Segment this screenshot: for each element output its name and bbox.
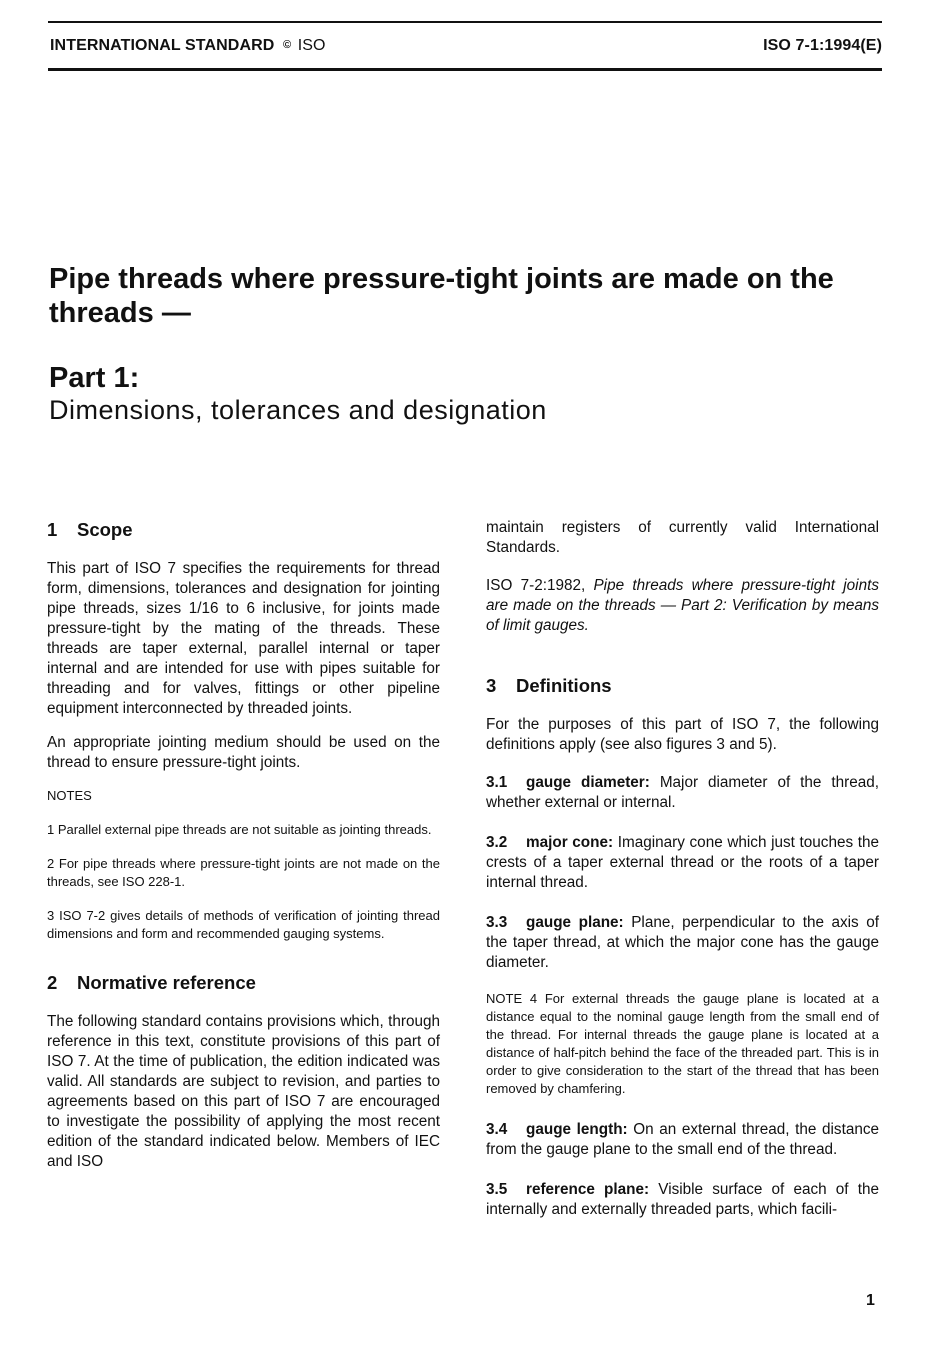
reference-code: ISO 7-2:1982,: [486, 577, 586, 594]
section-1-heading: 1 Scope: [47, 519, 133, 540]
reference-title: Pipe threads where pressure-tight joints are made on the threads — Part 2: Verification by means of limit gauges.: [486, 577, 879, 634]
definition-3-1: 3.1 gauge diameter: Major diameter of the thread, whether external or internal.: [486, 774, 880, 811]
definition-3-3: 3.3 gauge plane: Plane, perpendicular to the axis of the taper thread, at which the major cone has the gauge diameter.: [486, 914, 880, 971]
copyright-symbol: ©: [282, 39, 292, 51]
definition-3-4: 3.4 gauge length: On an external thread, the distance from the gauge plane to the small end of the thread.: [486, 1121, 879, 1158]
document-title: Pipe threads where pressure-tight joints are made on the threads —: [49, 263, 834, 329]
definitions-intro: For the purposes of this part of ISO 7, the following definitions apply (see also figures 3 and 5).: [486, 716, 879, 753]
section-3-heading: 3 Definitions: [486, 675, 612, 696]
header-standard-label: INTERNATIONAL STANDARD: [50, 37, 275, 54]
header-top-rule: [48, 21, 882, 23]
normative-reference-continued: maintain registers of currently valid International Standards.: [486, 519, 879, 556]
scope-paragraph-2: An appropriate jointing medium should be used on the thread to ensure pressure-tight joints.: [47, 734, 440, 771]
note-1: 1 Parallel external pipe threads are not suitable as jointing threads.: [47, 822, 432, 837]
header-bottom-rule: [48, 68, 882, 71]
notes-label: NOTES: [47, 788, 92, 803]
left-column: [47, 520, 440, 1172]
note-2: 2 For pipe threads where pressure-tight joints are not made on the threads, see ISO 228-1.: [47, 856, 440, 889]
right-column: [486, 520, 879, 1220]
header-doc-id: ISO 7-1:1994(E): [763, 37, 882, 54]
part-label: Part 1:: [49, 362, 140, 394]
section-2-heading: 2 Normative reference: [47, 972, 256, 993]
scope-paragraph-1: This part of ISO 7 specifies the requirements for thread form, dimensions, tolerances and designation for jointing pipe threads, sizes 1/16 to 6 inclusive, for joints made pressure-tight by the mating of the threads. These threads are taper external, parallel internal or taper internal and are intended for use with pipes suitable for threading and for valves, fittings or other pipeline equipment interconnected by threaded joints.: [47, 560, 440, 717]
header-org: ISO: [297, 37, 326, 54]
header-left: [50, 37, 326, 55]
note-4: NOTE 4 For external threads the gauge plane is located at a distance equal to the nominal gauge length from the small end of the thread. For internal threads the gauge plane is located at a distance of half-pitch behind the face of the threaded part. This is in order to give consideration to the start of the thread that has been removed by chamfering.: [486, 991, 879, 1096]
referenced-standard: [486, 576, 879, 636]
page-number: 1: [866, 1292, 875, 1309]
part-subtitle: Dimensions, tolerances and designation: [49, 395, 547, 425]
definition-3-5: 3.5 reference plane: Visible surface of each of the internally and externally threaded parts, which facili-: [486, 1181, 879, 1218]
note-3: 3 ISO 7-2 gives details of methods of verification of jointing thread dimensions and form and recommended gauging systems.: [47, 908, 440, 941]
normative-reference-paragraph: The following standard contains provisions which, through reference in this text, constitute provisions of this part of ISO 7. At the time of publication, the edition indicated was valid. All standards are subject to revision, and parties to agreements based on this part of ISO 7 are encouraged to investigate the possibility of applying the most recent edition of the standard indicated below. Members of IEC and ISO: [47, 1013, 440, 1170]
definition-3-2: 3.2 major cone: Imaginary cone which just touches the crests of a taper external thread or the roots of a taper internal thread.: [486, 834, 880, 891]
